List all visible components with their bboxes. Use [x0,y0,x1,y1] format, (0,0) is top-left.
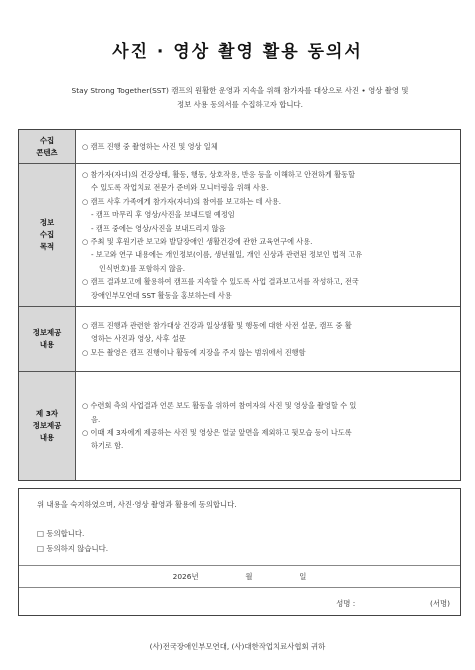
section-line: ○ 캠프 결과보고에 활용하여 캠프를 지속할 수 있도록 사업 결과보고서를 작성하고, 전국 [82,277,359,287]
disagree-checkbox[interactable]: □ 동의하지 않습니다. [37,544,109,553]
signature-line [336,598,450,609]
date-month: 월 [245,572,253,581]
consent-statement: 위 내용을 숙지하였으며, 사진·영상 촬영과 활용에 동의합니다. [37,500,237,509]
section-line: 인식번호)를 포함하지 않음. [99,263,186,273]
section-line: 수 있도록 작업치료 전문가 준비와 모니터링을 위해 사용. [91,183,269,193]
section-label: 정보제공 내용 [19,307,76,371]
intro-line-2: 정보 사용 동의서를 수집하고자 합니다. [177,100,303,109]
divider [19,587,460,588]
section-third-party-info [19,372,460,480]
section-line: ○ 캠프 진행과 관련한 참가대상 건강과 일상생활 및 행동에 대한 사전 설문, 캠프 중 활 [82,320,352,330]
date-day: 일 [299,572,307,581]
section-line: 영하는 사진과 영상, 사후 설문 [91,334,186,344]
section-line: ○ 캠프 진행 중 촬영하는 사진 및 영상 일체 [82,141,218,151]
section-body [76,130,460,163]
section-line: ○ 참가자(자녀)의 건강상태, 활동, 행동, 상호작용, 반응 등을 이해하고 안전하게 활동할 [82,169,355,179]
section-line: ○ 수련회 측의 사업결과 언론 보도 활동을 위하여 참여자의 사진 및 영상을 촬영할 수 있 [82,401,357,411]
consent-box [18,488,461,616]
section-provided-info [19,307,460,372]
intro-line-1: Stay Strong Together(SST) 캠프의 원활한 운영과 지속을 위해 참가자를 대상으로 사진 • 영상 촬영 및 [71,86,409,95]
consent-form-table [18,129,461,481]
section-line: - 캠프 마무리 후 영상/사진을 보내드릴 예정임 [91,210,235,220]
section-line: - 캠프 중에는 영상/사진을 보내드리지 않음 [91,223,226,233]
section-body [76,164,460,306]
section-line: ○ 모든 촬영은 캠프 진행이나 활동에 지장을 주지 않는 범위에서 진행함 [82,347,306,357]
document-title: 사진 · 영상 촬영 활용 동의서 [112,42,363,62]
section-line: - 보고와 연구 내용에는 개인정보(이름, 생년월일, 개인 신상과 관련된 정보인 법적 고유 [91,250,363,260]
intro-text [30,84,450,112]
agree-checkbox[interactable]: □ 동의합니다. [37,529,85,538]
section-line: ○ 캠프 사후 가족에게 참가자(자녀)의 참여를 보고하는 데 사용. [82,196,282,206]
section-label: 제 3자 정보제공 내용 [19,372,76,480]
date-line [19,571,460,582]
section-body [76,372,460,480]
addressee-footer: (사)전국장애인부모연대, (사)대한작업치료사협회 귀하 [149,642,326,651]
section-body [76,307,460,371]
date-year: 2026년 [172,572,199,581]
section-label: 수집 콘텐츠 [19,130,76,163]
section-line: 음. [91,414,101,424]
divider [19,565,460,566]
section-collected-content [19,130,460,164]
section-line: ○ 이때 제 3자에게 제공하는 사진 및 영상은 얼굴 앞면을 제외하고 뒷모습 등이 나도록 [82,428,352,437]
section-collection-purpose [19,164,460,307]
section-label: 정보 수집 목적 [19,164,76,306]
section-line: 장애인부모연대 SST 활동을 홍보하는데 사용 [91,290,232,300]
section-line: ○ 주최 및 후원기관 보고와 발달장애인 생활건강에 관한 교육연구에 사용. [82,237,313,246]
signature-label: 성명 : [336,599,356,608]
section-line: 하기로 함. [91,441,124,451]
signature-mark: (서명) [429,599,450,608]
